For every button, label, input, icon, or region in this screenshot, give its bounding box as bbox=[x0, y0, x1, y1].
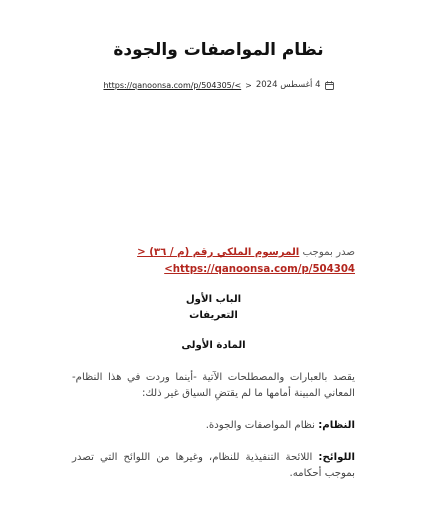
source-url-link[interactable]: https://qanoonsa.com/p/504305/< bbox=[103, 80, 242, 90]
meta-separator: > bbox=[245, 80, 252, 90]
royal-decree-link[interactable]: المرسوم الملكي رقم (م / ٣٦) < bbox=[137, 247, 300, 258]
definition-text: اللائحة التنفيذية للنظام، وغيرها من اللوائح التي تصدر بموجب أحكامه. bbox=[72, 452, 355, 479]
article-content bbox=[72, 244, 355, 482]
article-title: المادة الأولى bbox=[181, 340, 246, 351]
chapter-title: الباب الأول bbox=[185, 294, 242, 305]
issued-by-line bbox=[72, 244, 355, 278]
publish-date: 4 أغسطس 2024 bbox=[255, 80, 321, 90]
definition-text: نظام المواصفات والجودة. bbox=[205, 420, 319, 431]
chapter-subtitle: التعريفات bbox=[189, 310, 238, 321]
definition-term: النظام: bbox=[318, 420, 355, 431]
post-meta bbox=[0, 80, 437, 90]
calendar-icon bbox=[325, 81, 334, 90]
definition-item bbox=[72, 450, 355, 482]
royal-decree-url-link[interactable]: <https://qanoonsa.com/p/504304 bbox=[164, 264, 355, 275]
definition-item bbox=[72, 418, 355, 434]
intro-paragraph: يقصد بالعبارات والمصطلحات الآتية -أينما وردت في هذا النظام- المعاني المبينة أمامها ما لم يقتضِ السياق غير ذلك: bbox=[72, 372, 355, 399]
page-title: نظام المواصفات والجودة bbox=[113, 40, 324, 60]
issued-prefix: صدر بموجب bbox=[302, 247, 355, 258]
definition-term: اللوائح: bbox=[318, 452, 355, 463]
